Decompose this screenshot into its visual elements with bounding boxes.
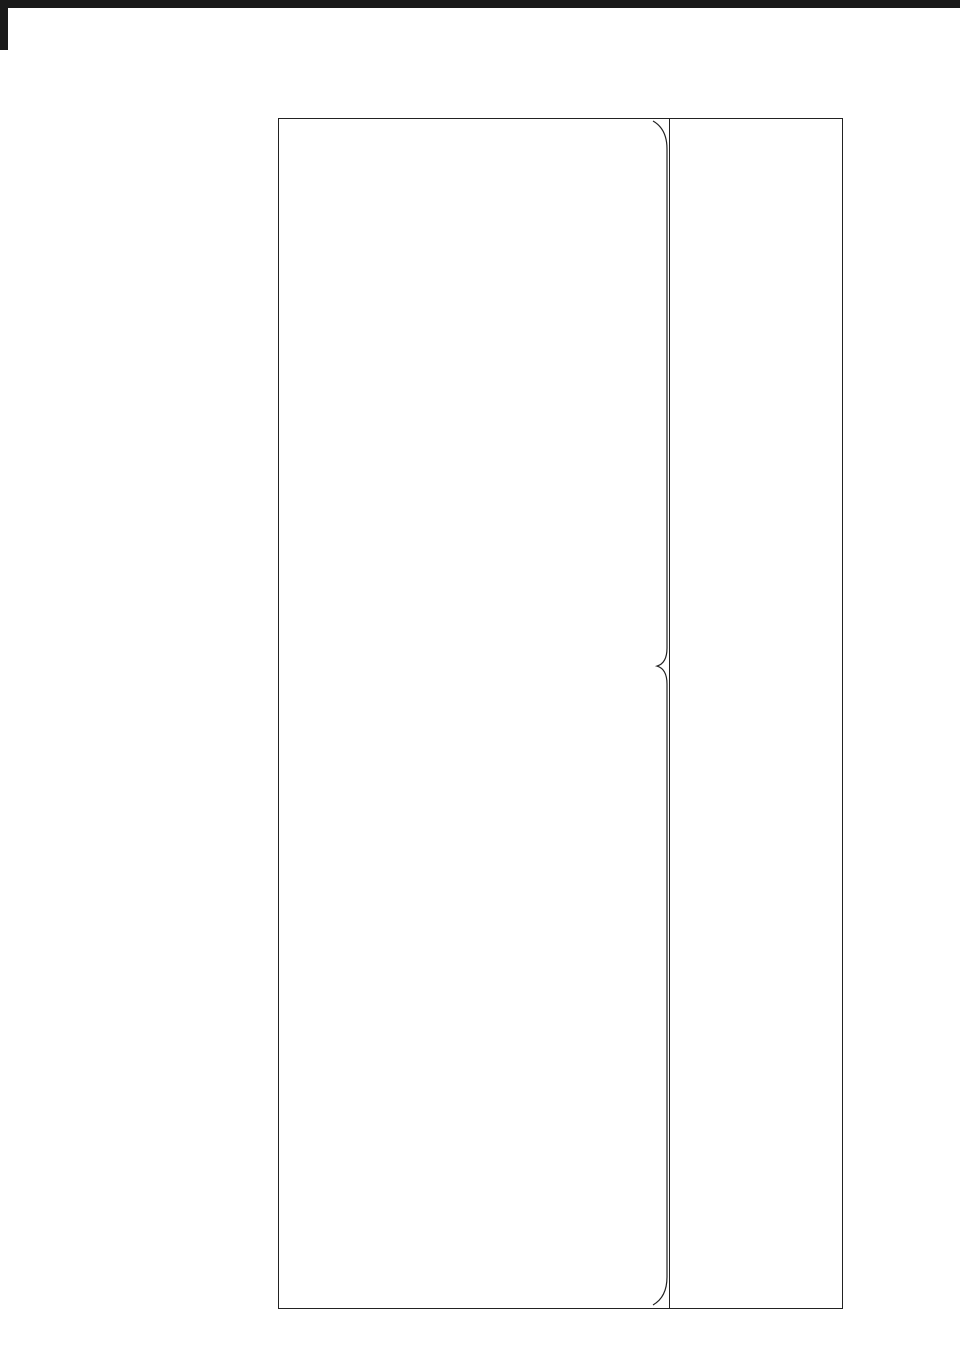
document-table	[278, 118, 843, 1309]
column-divider	[669, 119, 670, 1308]
top-border-rule	[0, 0, 960, 8]
left-border-rule	[0, 0, 8, 50]
main-column	[287, 125, 657, 143]
brace-decoration	[651, 119, 669, 1308]
